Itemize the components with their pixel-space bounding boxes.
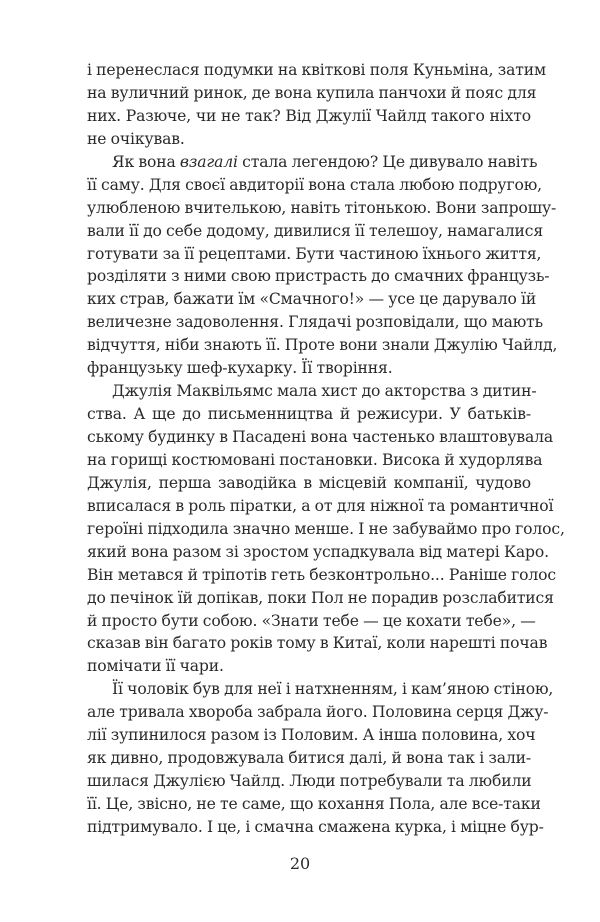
text-line: Її чоловік був для неї і натхненням, і кам’яною стіною, xyxy=(112,680,554,699)
paragraph xyxy=(87,151,558,380)
text-line: ському будинку в Пасадені вона частенько влаштовувала xyxy=(87,428,554,446)
text-line: на вуличний ринок, де вона купила панчохи й пояс для xyxy=(87,83,537,102)
text-line: величезне задоволення. Глядачі розповідали, що мають xyxy=(87,313,543,332)
text-line: вали її до себе додому, дивилися її телешоу, намагалися xyxy=(87,221,544,240)
text-line: сказав він багато років тому в Китаї, коли нарешті почав xyxy=(87,634,548,653)
text-line: них. Разюче, чи не так? Від Джулії Чайлд такого ніхто xyxy=(87,106,531,125)
text-line: до печінок їй допікав, поки Пол не порадив розслабитися xyxy=(87,588,554,607)
text-line: Джулія, перша заводійка в місцевій компанії, чудово xyxy=(87,473,531,492)
paragraph xyxy=(87,380,565,678)
text-line: шилася Джулією Чайлд. Люди потребували та любили xyxy=(87,772,532,791)
text-line: героїні підходила значно менше. І не забуваймо про голос, xyxy=(87,519,565,538)
text-line: підтримувало. І це, і смачна смажена курка, і міцне бур- xyxy=(87,817,544,836)
text-segment: Як вона xyxy=(112,152,180,171)
text-line: але тривала хвороба забрала його. Половина серця Джу- xyxy=(87,703,549,722)
paragraph xyxy=(87,59,546,151)
text-line: готувати за її рецептами. Бути частиною їхнього життя, xyxy=(87,244,542,263)
text-line: відчуття, ніби знають її. Проте вони знали Джулію Чайлд, xyxy=(87,336,558,355)
text-line: улюбленою вчителькою, навіть тітонькою. Вони запрошу- xyxy=(87,198,557,217)
page-body xyxy=(87,59,565,839)
text-line: лії зупинилося разом із Половим. А інша половина, хоч xyxy=(87,726,536,745)
text-line: ства. А ще до письменництва й режисури. У батьків- xyxy=(87,405,531,424)
text-line: ких страв, бажати їм «Смачного!» — усе це дарувало їй xyxy=(87,290,537,309)
text-line: Джулія Маквільямс мала хист до акторства з дитин- xyxy=(112,382,537,401)
text-line: розділяти з ними свою пристрасть до смачних французь- xyxy=(87,267,550,286)
text-line: вписалася в роль піратки, а от для ніжної та романтичної xyxy=(87,496,554,515)
text-line: помічати її чари. xyxy=(87,657,224,676)
text-line: й просто бути собою. «Знати тебе — це кохати тебе», — xyxy=(87,611,536,630)
text-line: її саму. Для своєї авдиторії вона стала любою подругою, xyxy=(87,175,542,194)
paragraph xyxy=(87,678,554,839)
text-line: французьку шеф-кухарку. Її творіння. xyxy=(87,359,393,378)
text-line xyxy=(87,151,538,174)
text-line: її. Це, звісно, не те саме, що кохання Пола, але все-таки xyxy=(87,795,541,813)
text-line: і перенеслася подумки на квіткові поля Куньміна, затим xyxy=(87,61,546,79)
text-segment: стала легендою? Це дивувало навіть xyxy=(237,152,538,171)
page-number: 20 xyxy=(289,854,311,873)
text-line: як дивно, продовжувала битися далі, й вона так і зали- xyxy=(87,749,531,768)
text-line: не очікував. xyxy=(87,129,185,148)
text-line: на горищі костюмовані постановки. Висока й худорлява xyxy=(87,450,543,469)
text-line: Він метався й тріпотів геть безконтрольно... Раніше голос xyxy=(87,565,556,584)
italic-emphasis: взагалі xyxy=(179,152,238,171)
text-line: який вона разом зі зростом успадкувала від матері Каро. xyxy=(87,542,549,561)
